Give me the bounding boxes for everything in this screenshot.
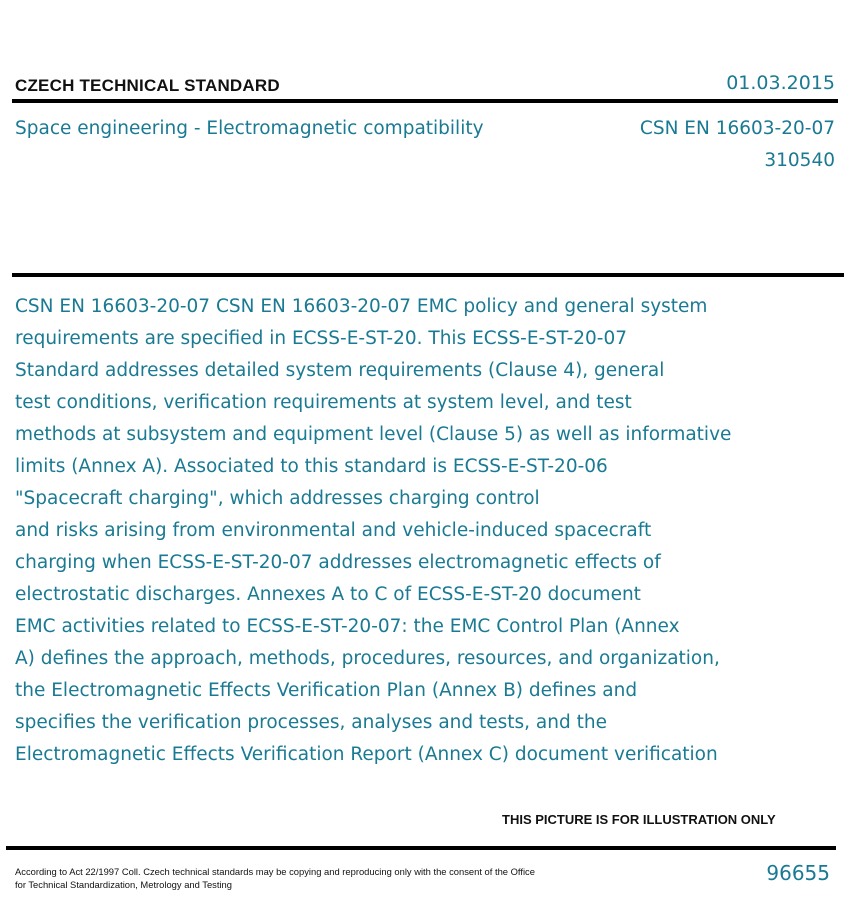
abstract-line: EMC activities related to ECSS-E-ST-20-07: the EMC Control Plan (Annex	[15, 616, 680, 637]
abstract-line: electrostatic discharges. Annexes A to C of ECSS-E-ST-20 document	[15, 584, 641, 605]
abstract-line: specifies the verification processes, analyses and tests, and the	[15, 712, 607, 733]
copyright-notice-line: for Technical Standardization, Metrology and Testing	[15, 879, 232, 890]
abstract-text	[15, 291, 835, 771]
document-type-title: CZECH TECHNICAL STANDARD	[15, 76, 280, 95]
abstract-line: Standard addresses detailed system requirements (Clause 4), general	[15, 360, 665, 381]
abstract-line: methods at subsystem and equipment level (Clause 5) as well as informative	[15, 424, 732, 445]
copyright-notice	[15, 865, 615, 891]
header-divider	[12, 99, 838, 103]
standard-number: CSN EN 16603-20-07	[639, 118, 835, 139]
abstract-line: the Electromagnetic Effects Verification Plan (Annex B) defines and	[15, 680, 638, 701]
illustration-note: THIS PICTURE IS FOR ILLUSTRATION ONLY	[502, 812, 776, 827]
classification-code: 310540	[764, 150, 835, 171]
abstract-line: charging when ECSS-E-ST-20-07 addresses electromagnetic effects of	[15, 552, 661, 573]
abstract-line: test conditions, verification requirements at system level, and test	[15, 392, 632, 413]
abstract-line: A) defines the approach, methods, procedures, resources, and organization,	[15, 648, 720, 669]
abstract-line: requirements are specified in ECSS-E-ST-20. This ECSS-E-ST-20-07	[15, 328, 627, 349]
abstract-line: limits (Annex A). Associated to this standard is ECSS-E-ST-20-06	[15, 456, 608, 477]
abstract-line: and risks arising from environmental and vehicle-induced spacecraft	[15, 520, 652, 541]
copyright-notice-line: According to Act 22/1997 Coll. Czech technical standards may be copying and reproducing only with the consent of the Office	[15, 866, 535, 877]
section-divider	[12, 273, 844, 277]
abstract-line: "Spacecraft charging", which addresses charging control	[15, 488, 540, 509]
abstract-line: Electromagnetic Effects Verification Report (Annex C) document verification	[15, 744, 718, 765]
footer-divider	[6, 846, 836, 850]
abstract-line: CSN EN 16603-20-07 CSN EN 16603-20-07 EMC policy and general system	[15, 296, 708, 317]
standard-subject: Space engineering - Electromagnetic compatibility	[15, 118, 484, 139]
document-id: 96655	[766, 861, 830, 885]
publication-date: 01.03.2015	[726, 72, 835, 94]
